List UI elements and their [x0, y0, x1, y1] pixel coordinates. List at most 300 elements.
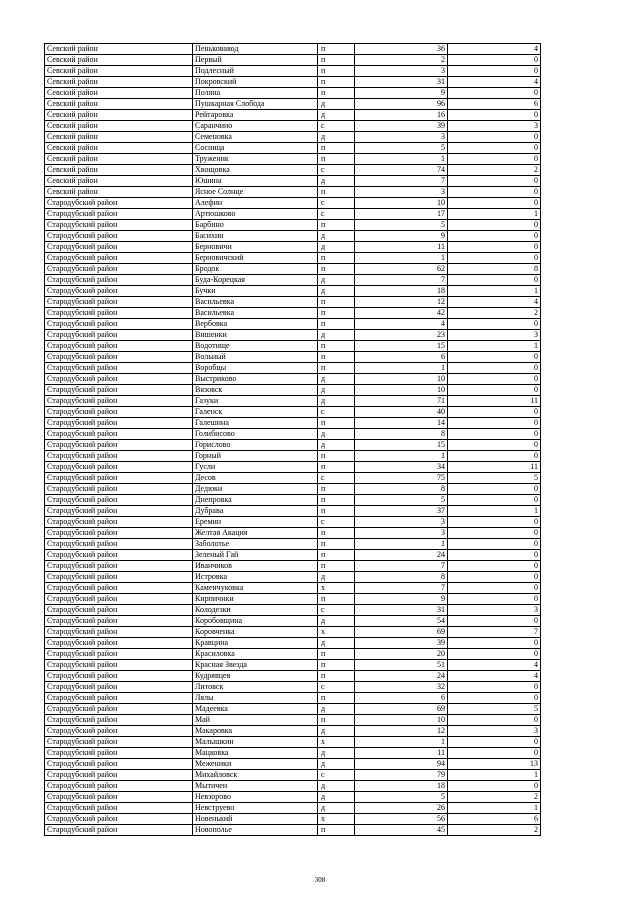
type-cell: п	[318, 649, 355, 660]
settlement-cell: Первый	[193, 55, 318, 66]
district-cell: Севский район	[45, 121, 193, 132]
count-cell: 0	[448, 682, 541, 693]
type-cell: с	[318, 407, 355, 418]
type-cell: п	[318, 319, 355, 330]
table-row	[45, 407, 541, 418]
type-cell: п	[318, 143, 355, 154]
count-cell: 1	[448, 770, 541, 781]
district-cell: Стародубский район	[45, 627, 193, 638]
count-cell: 0	[448, 484, 541, 495]
district-cell: Севский район	[45, 176, 193, 187]
type-cell: д	[318, 286, 355, 297]
settlement-cell: Десов	[193, 473, 318, 484]
table-row	[45, 451, 541, 462]
type-cell: с	[318, 682, 355, 693]
table-row	[45, 803, 541, 814]
settlement-cell: Красная Звезда	[193, 660, 318, 671]
settlement-cell: Новополье	[193, 825, 318, 836]
district-cell: Стародубский район	[45, 484, 193, 495]
table-row	[45, 154, 541, 165]
population-cell: 62	[355, 264, 448, 275]
page-number: 308	[314, 876, 326, 884]
table-row	[45, 561, 541, 572]
population-cell: 56	[355, 814, 448, 825]
settlement-cell: Бродок	[193, 264, 318, 275]
district-cell: Стародубский район	[45, 814, 193, 825]
district-cell: Севский район	[45, 88, 193, 99]
table-row	[45, 44, 541, 55]
settlement-cell: Заболотье	[193, 539, 318, 550]
table-row	[45, 649, 541, 660]
table-row	[45, 781, 541, 792]
type-cell: п	[318, 561, 355, 572]
type-cell: п	[318, 187, 355, 198]
table-row	[45, 220, 541, 231]
table-row	[45, 440, 541, 451]
district-cell: Стародубский район	[45, 385, 193, 396]
type-cell: д	[318, 429, 355, 440]
settlement-cell: Выстриково	[193, 374, 318, 385]
settlement-cell: Семеновка	[193, 132, 318, 143]
settlement-cell: Буда-Корецкая	[193, 275, 318, 286]
population-cell: 10	[355, 198, 448, 209]
population-cell: 31	[355, 605, 448, 616]
count-cell: 11	[448, 462, 541, 473]
settlement-table-body	[45, 44, 541, 836]
district-cell: Севский район	[45, 66, 193, 77]
count-cell: 6	[448, 99, 541, 110]
settlement-cell: Басихин	[193, 231, 318, 242]
count-cell: 11	[448, 396, 541, 407]
settlement-cell: Васильевка	[193, 308, 318, 319]
population-cell: 24	[355, 671, 448, 682]
table-row	[45, 275, 541, 286]
settlement-cell: Май	[193, 715, 318, 726]
type-cell: п	[318, 495, 355, 506]
district-cell: Стародубский район	[45, 649, 193, 660]
population-cell: 1	[355, 737, 448, 748]
type-cell: п	[318, 253, 355, 264]
settlement-cell: Гусли	[193, 462, 318, 473]
table-row	[45, 627, 541, 638]
count-cell: 0	[448, 594, 541, 605]
count-cell: 0	[448, 143, 541, 154]
type-cell: х	[318, 627, 355, 638]
settlement-cell: Бучки	[193, 286, 318, 297]
table-row	[45, 418, 541, 429]
type-cell: п	[318, 308, 355, 319]
count-cell: 0	[448, 198, 541, 209]
type-cell: д	[318, 616, 355, 627]
count-cell: 0	[448, 275, 541, 286]
type-cell: п	[318, 88, 355, 99]
table-row	[45, 286, 541, 297]
type-cell: д	[318, 792, 355, 803]
settlement-cell: Вольный	[193, 352, 318, 363]
count-cell: 0	[448, 583, 541, 594]
type-cell: п	[318, 539, 355, 550]
population-cell: 12	[355, 726, 448, 737]
count-cell: 3	[448, 726, 541, 737]
population-cell: 8	[355, 484, 448, 495]
district-cell: Стародубский район	[45, 803, 193, 814]
type-cell: с	[318, 209, 355, 220]
table-row	[45, 638, 541, 649]
settlement-cell: Горислово	[193, 440, 318, 451]
population-cell: 4	[355, 319, 448, 330]
population-cell: 9	[355, 231, 448, 242]
type-cell: п	[318, 451, 355, 462]
district-cell: Стародубский район	[45, 462, 193, 473]
table-row	[45, 550, 541, 561]
type-cell: п	[318, 528, 355, 539]
population-cell: 1	[355, 253, 448, 264]
population-cell: 1	[355, 451, 448, 462]
type-cell: п	[318, 506, 355, 517]
table-row	[45, 671, 541, 682]
settlement-cell: Покровский	[193, 77, 318, 88]
settlement-cell: Малышкин	[193, 737, 318, 748]
count-cell: 0	[448, 781, 541, 792]
type-cell: п	[318, 594, 355, 605]
settlement-cell: Юшина	[193, 176, 318, 187]
count-cell: 5	[448, 704, 541, 715]
count-cell: 0	[448, 363, 541, 374]
settlement-cell: Вишенки	[193, 330, 318, 341]
table-row	[45, 363, 541, 374]
table-row	[45, 693, 541, 704]
population-cell: 10	[355, 374, 448, 385]
count-cell: 0	[448, 231, 541, 242]
settlement-cell: Берновичский	[193, 253, 318, 264]
district-cell: Стародубский район	[45, 396, 193, 407]
count-cell: 2	[448, 308, 541, 319]
table-row	[45, 770, 541, 781]
population-cell: 3	[355, 66, 448, 77]
type-cell: п	[318, 44, 355, 55]
district-cell: Стародубский район	[45, 561, 193, 572]
district-cell: Севский район	[45, 132, 193, 143]
settlement-cell: Сосница	[193, 143, 318, 154]
population-cell: 45	[355, 825, 448, 836]
district-cell: Стародубский район	[45, 363, 193, 374]
table-row	[45, 341, 541, 352]
table-row	[45, 66, 541, 77]
district-cell: Стародубский район	[45, 748, 193, 759]
type-cell: д	[318, 110, 355, 121]
settlement-cell: Горный	[193, 451, 318, 462]
table-row	[45, 605, 541, 616]
district-cell: Стародубский район	[45, 308, 193, 319]
count-cell: 0	[448, 440, 541, 451]
type-cell: п	[318, 462, 355, 473]
district-cell: Стародубский район	[45, 418, 193, 429]
district-cell: Стародубский район	[45, 792, 193, 803]
table-row	[45, 572, 541, 583]
district-cell: Стародубский район	[45, 286, 193, 297]
type-cell: д	[318, 275, 355, 286]
type-cell: д	[318, 638, 355, 649]
type-cell: п	[318, 418, 355, 429]
population-cell: 12	[355, 297, 448, 308]
population-cell: 10	[355, 385, 448, 396]
district-cell: Севский район	[45, 154, 193, 165]
table-row	[45, 319, 541, 330]
settlement-cell: Саранчино	[193, 121, 318, 132]
settlement-cell: Михайловск	[193, 770, 318, 781]
type-cell: д	[318, 231, 355, 242]
population-cell: 39	[355, 638, 448, 649]
table-row	[45, 759, 541, 770]
table-row	[45, 297, 541, 308]
district-cell: Стародубский район	[45, 693, 193, 704]
count-cell: 0	[448, 649, 541, 660]
count-cell: 0	[448, 418, 541, 429]
table-row	[45, 352, 541, 363]
count-cell: 0	[448, 242, 541, 253]
district-cell: Стародубский район	[45, 209, 193, 220]
count-cell: 13	[448, 759, 541, 770]
settlement-cell: Литовск	[193, 682, 318, 693]
table-row	[45, 396, 541, 407]
count-cell: 1	[448, 286, 541, 297]
type-cell: п	[318, 297, 355, 308]
type-cell: с	[318, 473, 355, 484]
count-cell: 2	[448, 165, 541, 176]
settlement-cell: Галешина	[193, 418, 318, 429]
settlement-cell: Воробцы	[193, 363, 318, 374]
district-cell: Стародубский район	[45, 473, 193, 484]
count-cell: 4	[448, 297, 541, 308]
table-row	[45, 506, 541, 517]
table-row	[45, 737, 541, 748]
type-cell: х	[318, 583, 355, 594]
count-cell: 0	[448, 319, 541, 330]
population-cell: 15	[355, 341, 448, 352]
type-cell: с	[318, 605, 355, 616]
population-cell: 3	[355, 187, 448, 198]
population-cell: 20	[355, 649, 448, 660]
count-cell: 0	[448, 429, 541, 440]
table-row	[45, 616, 541, 627]
type-cell: д	[318, 440, 355, 451]
table-row	[45, 539, 541, 550]
population-cell: 10	[355, 715, 448, 726]
table-row	[45, 583, 541, 594]
population-cell: 5	[355, 220, 448, 231]
type-cell: п	[318, 363, 355, 374]
population-cell: 75	[355, 473, 448, 484]
population-cell: 8	[355, 429, 448, 440]
district-cell: Стародубский район	[45, 242, 193, 253]
settlement-cell: Берновичи	[193, 242, 318, 253]
count-cell: 4	[448, 671, 541, 682]
type-cell: д	[318, 99, 355, 110]
type-cell: п	[318, 550, 355, 561]
population-cell: 15	[355, 440, 448, 451]
district-cell: Севский район	[45, 44, 193, 55]
table-row	[45, 187, 541, 198]
settlement-cell: Кудрявцев	[193, 671, 318, 682]
district-cell: Севский район	[45, 165, 193, 176]
settlement-cell: Дубрава	[193, 506, 318, 517]
type-cell: д	[318, 176, 355, 187]
district-cell: Севский район	[45, 110, 193, 121]
district-cell: Стародубский район	[45, 297, 193, 308]
count-cell: 8	[448, 264, 541, 275]
type-cell: п	[318, 77, 355, 88]
table-row	[45, 121, 541, 132]
count-cell: 3	[448, 121, 541, 132]
settlement-cell: Макаровка	[193, 726, 318, 737]
table-row	[45, 308, 541, 319]
table-row	[45, 110, 541, 121]
count-cell: 0	[448, 374, 541, 385]
type-cell: п	[318, 220, 355, 231]
type-cell: х	[318, 814, 355, 825]
district-cell: Стародубский район	[45, 330, 193, 341]
type-cell: п	[318, 825, 355, 836]
district-cell: Стародубский район	[45, 737, 193, 748]
count-cell: 0	[448, 737, 541, 748]
type-cell: п	[318, 660, 355, 671]
count-cell: 0	[448, 748, 541, 759]
count-cell: 0	[448, 132, 541, 143]
district-cell: Стародубский район	[45, 572, 193, 583]
table-row	[45, 660, 541, 671]
population-cell: 9	[355, 88, 448, 99]
count-cell: 1	[448, 803, 541, 814]
table-row	[45, 209, 541, 220]
table-row	[45, 704, 541, 715]
count-cell: 6	[448, 814, 541, 825]
district-cell: Стародубский район	[45, 616, 193, 627]
type-cell: д	[318, 803, 355, 814]
district-cell: Стародубский район	[45, 770, 193, 781]
settlement-cell: Кирпичики	[193, 594, 318, 605]
type-cell: д	[318, 759, 355, 770]
settlement-cell: Кравцина	[193, 638, 318, 649]
population-cell: 5	[355, 143, 448, 154]
table-row	[45, 462, 541, 473]
table-row	[45, 715, 541, 726]
population-cell: 74	[355, 165, 448, 176]
population-cell: 94	[355, 759, 448, 770]
count-cell: 0	[448, 110, 541, 121]
count-cell: 0	[448, 385, 541, 396]
type-cell: д	[318, 374, 355, 385]
population-cell: 37	[355, 506, 448, 517]
population-cell: 3	[355, 528, 448, 539]
table-row	[45, 176, 541, 187]
district-cell: Стародубский район	[45, 726, 193, 737]
settlement-cell: Коровченка	[193, 627, 318, 638]
population-cell: 3	[355, 517, 448, 528]
type-cell: д	[318, 242, 355, 253]
table-row	[45, 594, 541, 605]
settlement-cell: Пеньковавод	[193, 44, 318, 55]
district-cell: Стародубский район	[45, 440, 193, 451]
settlement-cell: Дедюки	[193, 484, 318, 495]
type-cell: д	[318, 781, 355, 792]
settlement-cell: Подлесный	[193, 66, 318, 77]
population-cell: 32	[355, 682, 448, 693]
population-cell: 31	[355, 77, 448, 88]
table-row	[45, 528, 541, 539]
count-cell: 0	[448, 638, 541, 649]
population-cell: 1	[355, 539, 448, 550]
settlement-cell: Иванчиков	[193, 561, 318, 572]
count-cell: 0	[448, 572, 541, 583]
population-cell: 6	[355, 352, 448, 363]
type-cell: с	[318, 517, 355, 528]
settlement-cell: Труженик	[193, 154, 318, 165]
type-cell: с	[318, 165, 355, 176]
population-cell: 17	[355, 209, 448, 220]
settlement-cell: Мацковка	[193, 748, 318, 759]
type-cell: с	[318, 198, 355, 209]
population-cell: 23	[355, 330, 448, 341]
count-cell: 0	[448, 451, 541, 462]
settlement-cell: Желтая Акация	[193, 528, 318, 539]
count-cell: 0	[448, 352, 541, 363]
count-cell: 0	[448, 539, 541, 550]
settlement-cell: Мытичен	[193, 781, 318, 792]
type-cell: п	[318, 154, 355, 165]
table-row	[45, 517, 541, 528]
table-row	[45, 814, 541, 825]
count-cell: 7	[448, 627, 541, 638]
count-cell: 0	[448, 88, 541, 99]
table-row	[45, 132, 541, 143]
count-cell: 0	[448, 550, 541, 561]
population-cell: 14	[355, 418, 448, 429]
district-cell: Стародубский район	[45, 594, 193, 605]
population-cell: 54	[355, 616, 448, 627]
count-cell: 0	[448, 616, 541, 627]
settlement-cell: Вязовск	[193, 385, 318, 396]
population-cell: 5	[355, 495, 448, 506]
district-cell: Стародубский район	[45, 264, 193, 275]
count-cell: 0	[448, 407, 541, 418]
population-cell: 69	[355, 704, 448, 715]
district-cell: Севский район	[45, 99, 193, 110]
settlement-table	[44, 43, 541, 836]
district-cell: Стародубский район	[45, 528, 193, 539]
table-row	[45, 99, 541, 110]
type-cell: д	[318, 748, 355, 759]
settlement-cell: Истровка	[193, 572, 318, 583]
type-cell: п	[318, 484, 355, 495]
population-cell: 8	[355, 572, 448, 583]
settlement-cell: Алефин	[193, 198, 318, 209]
district-cell: Стародубский район	[45, 341, 193, 352]
district-cell: Стародубский район	[45, 253, 193, 264]
table-row	[45, 88, 541, 99]
population-cell: 51	[355, 660, 448, 671]
type-cell: д	[318, 726, 355, 737]
population-cell: 5	[355, 792, 448, 803]
table-row	[45, 825, 541, 836]
population-cell: 6	[355, 693, 448, 704]
settlement-cell: Красиловка	[193, 649, 318, 660]
table-row	[45, 253, 541, 264]
count-cell: 1	[448, 209, 541, 220]
population-cell: 18	[355, 286, 448, 297]
type-cell: с	[318, 770, 355, 781]
count-cell: 0	[448, 693, 541, 704]
count-cell: 0	[448, 154, 541, 165]
